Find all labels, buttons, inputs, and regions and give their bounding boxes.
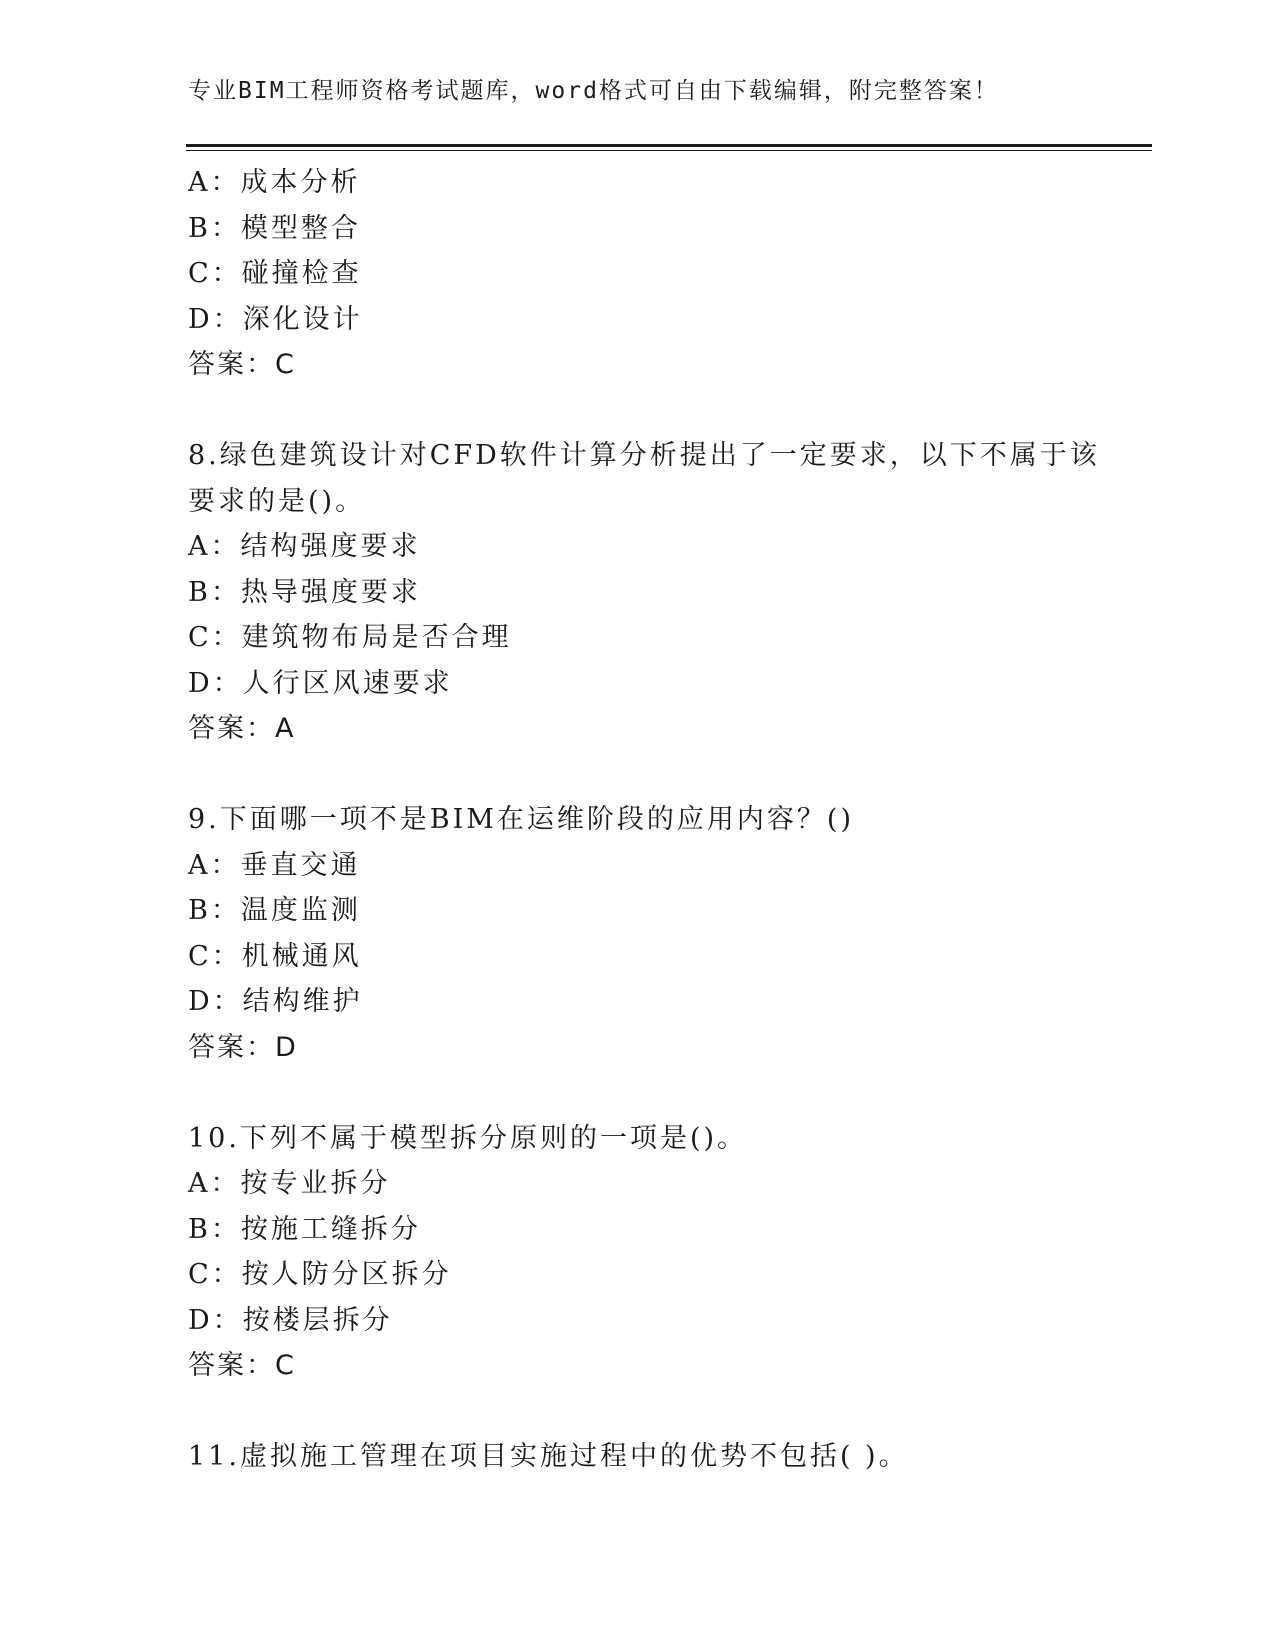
spacer — [188, 1389, 1088, 1435]
question-stem: 9.下面哪一项不是BIM在运维阶段的应用内容？() — [188, 804, 854, 835]
option-a: A：垂直交通 — [188, 849, 361, 881]
answer-line: 答案：C — [188, 349, 296, 380]
option-c: C：机械通风 — [188, 940, 362, 972]
spacer — [188, 752, 1088, 798]
question-block-7 — [188, 160, 1088, 388]
option-b: B：温度监测 — [188, 895, 361, 926]
option-b: B：模型整合 — [188, 212, 361, 244]
question-block-9 — [188, 797, 1088, 1070]
header-divider-thin — [186, 150, 1152, 151]
option-d: D：结构维护 — [188, 986, 363, 1017]
question-stem: 11.虚拟施工管理在项目实施过程中的优势不包括( )。 — [188, 1441, 909, 1472]
page-header: 专业BIM工程师资格考试题库，word格式可自由下载编辑，附完整答案！ — [188, 78, 999, 104]
option-a: A：成本分析 — [188, 167, 361, 198]
option-d: D：人行区风速要求 — [188, 667, 453, 699]
option-a: A：按专业拆分 — [188, 1168, 391, 1199]
header-divider-thick — [186, 144, 1152, 147]
spacer — [188, 1070, 1088, 1116]
question-stem: 10.下列不属于模型拆分原则的一项是()。 — [188, 1122, 748, 1154]
option-b: B：按施工缝拆分 — [188, 1213, 421, 1245]
option-c: C：按人防分区拆分 — [188, 1259, 452, 1290]
option-b: B：热导强度要求 — [188, 576, 421, 608]
answer-line: 答案：A — [188, 713, 296, 744]
option-c: C：建筑物布局是否合理 — [188, 622, 512, 653]
option-d: D：按楼层拆分 — [188, 1304, 393, 1336]
spacer — [188, 388, 1088, 434]
question-block-8 — [188, 433, 1100, 752]
question-block-11 — [188, 1434, 1088, 1480]
option-d: D：深化设计 — [188, 303, 363, 335]
option-c: C：碰撞检查 — [188, 258, 362, 289]
question-stem-continued: 要求的是()。 — [188, 485, 366, 517]
question-block-10 — [188, 1116, 1088, 1389]
answer-line: 答案：C — [188, 1350, 296, 1381]
question-stem: 8.绿色建筑设计对CFD软件计算分析提出了一定要求，以下不属于该 — [188, 440, 1100, 471]
question-list — [188, 160, 1100, 1480]
answer-line: 答案：D — [188, 1031, 298, 1063]
option-a: A：结构强度要求 — [188, 531, 421, 562]
